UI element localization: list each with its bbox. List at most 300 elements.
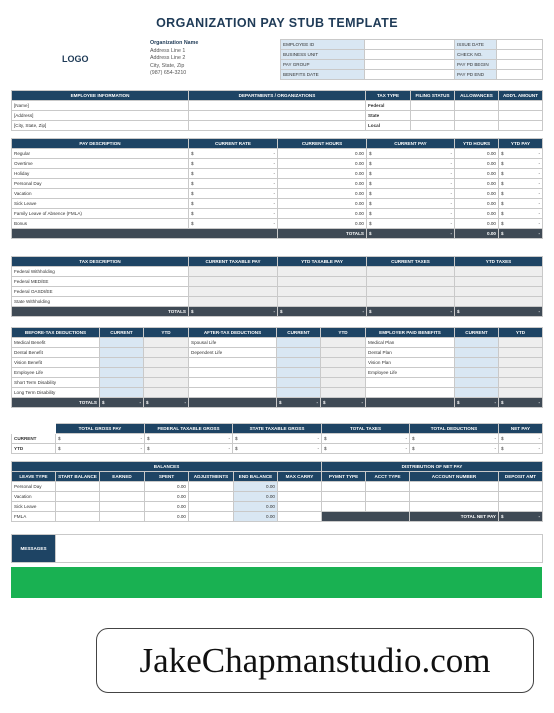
amount-cell[interactable]: [277, 398, 321, 408]
department-field[interactable]: [189, 121, 366, 131]
empty-cell[interactable]: [367, 277, 455, 287]
empty-cell[interactable]: [278, 502, 322, 512]
empty-cell[interactable]: [367, 297, 455, 307]
currency-symbol: $: [146, 400, 149, 405]
allowances-field[interactable]: [455, 101, 499, 111]
amount-cell[interactable]: [56, 444, 145, 454]
empty-cell[interactable]: [144, 378, 189, 388]
empty-cell[interactable]: [277, 378, 321, 388]
hours-cell[interactable]: 0.00: [278, 169, 367, 179]
amount-cell[interactable]: [189, 199, 278, 209]
empty-cell[interactable]: [100, 378, 144, 388]
empty-cell[interactable]: [189, 267, 278, 277]
hours-cell[interactable]: 0.00: [278, 179, 367, 189]
empty-cell[interactable]: [455, 388, 499, 398]
hours-cell[interactable]: 0.00: [455, 149, 499, 159]
empty-cell[interactable]: [56, 482, 100, 492]
tax-description-table: [11, 256, 543, 317]
amount-value: -: [184, 400, 186, 405]
col-header: STATE TAXABLE GROSS: [233, 424, 322, 434]
amount-cell[interactable]: [278, 307, 367, 317]
totals-fill: [366, 398, 455, 408]
amount-value: -: [361, 400, 363, 405]
empty-cell[interactable]: [100, 502, 145, 512]
info-field[interactable]: [497, 70, 543, 80]
empty-cell[interactable]: [189, 378, 277, 388]
col-header: CURRENT: [455, 328, 499, 338]
amount-cell[interactable]: [189, 219, 278, 229]
amount-cell[interactable]: [499, 219, 543, 229]
empty-cell[interactable]: [455, 277, 543, 287]
info-field[interactable]: [365, 70, 455, 80]
empty-cell[interactable]: [322, 482, 366, 492]
empty-cell[interactable]: [499, 482, 543, 492]
currency-symbol: $: [369, 191, 372, 196]
table-row: [12, 348, 543, 358]
amount-value: -: [273, 151, 275, 156]
addl-amount-field[interactable]: [499, 101, 543, 111]
currency-symbol: $: [457, 309, 460, 314]
info-label: CHECK NO.: [455, 50, 497, 60]
amount-value: -: [316, 400, 318, 405]
empty-cell[interactable]: [144, 368, 189, 378]
amount-cell[interactable]: [367, 219, 455, 229]
empty-cell[interactable]: [189, 368, 277, 378]
empty-cell[interactable]: [144, 338, 189, 348]
info-field[interactable]: [365, 60, 455, 70]
amount-value: -: [494, 446, 496, 451]
hours-cell[interactable]: 0.00: [278, 149, 367, 159]
hours-cell[interactable]: 0.00: [145, 492, 189, 502]
table-row: [322, 482, 543, 492]
amount-cell[interactable]: [189, 179, 278, 189]
empty-cell[interactable]: [321, 358, 366, 368]
currency-symbol: $: [369, 171, 372, 176]
amount-cell[interactable]: [499, 398, 543, 408]
empty-cell[interactable]: [189, 388, 277, 398]
empty-cell[interactable]: [499, 388, 543, 398]
hours-cell[interactable]: 0.00: [145, 502, 189, 512]
amount-value: -: [538, 514, 540, 519]
department-field[interactable]: [189, 111, 366, 121]
amount-cell[interactable]: [499, 159, 543, 169]
empty-cell[interactable]: [277, 388, 321, 398]
empty-cell[interactable]: [455, 297, 543, 307]
filing-status-field[interactable]: [411, 101, 455, 111]
empty-cell[interactable]: [278, 482, 322, 492]
currency-symbol: $: [191, 151, 194, 156]
row-label: Federal Withholding: [12, 267, 189, 277]
amount-value: -: [450, 171, 452, 176]
empty-cell[interactable]: [278, 512, 322, 522]
empty-cell[interactable]: [278, 287, 367, 297]
amount-value: -: [273, 181, 275, 186]
empty-cell[interactable]: [277, 368, 321, 378]
table-row: [12, 209, 543, 219]
currency-symbol: $: [369, 221, 372, 226]
empty-cell[interactable]: [322, 502, 366, 512]
amount-cell[interactable]: [499, 512, 543, 522]
totals-label: TOTALS: [12, 307, 189, 317]
empty-cell[interactable]: [277, 338, 321, 348]
logo: LOGO: [62, 54, 89, 64]
empty-cell[interactable]: [410, 482, 499, 492]
row-label: Family Leave of Absence (FMLA): [12, 209, 189, 219]
row-label: Holiday: [12, 169, 189, 179]
amount-cell[interactable]: [322, 434, 410, 444]
col-header: ADD'L AMOUNT: [499, 91, 543, 101]
amount-cell[interactable]: [56, 434, 145, 444]
amount-cell[interactable]: [321, 398, 366, 408]
distribution-table: [321, 461, 543, 522]
row-label: Personal Day: [12, 482, 56, 492]
empty-cell[interactable]: [189, 512, 234, 522]
currency-symbol: $: [280, 309, 283, 314]
amount-value: -: [273, 201, 275, 206]
department-field[interactable]: [189, 101, 366, 111]
empty-cell[interactable]: [277, 358, 321, 368]
table-row: [12, 434, 543, 444]
hours-cell[interactable]: 0.00: [234, 482, 278, 492]
empty-cell[interactable]: [499, 492, 543, 502]
table-row: [12, 368, 543, 378]
messages-field[interactable]: [56, 535, 543, 563]
info-field[interactable]: [497, 60, 543, 70]
amount-cell[interactable]: [410, 434, 499, 444]
org-line: (987) 654-3210: [150, 70, 187, 77]
table-row: [12, 277, 543, 287]
hours-cell[interactable]: 0.00: [455, 229, 499, 239]
empty-cell[interactable]: [189, 492, 234, 502]
amount-value: -: [273, 309, 275, 314]
amount-cell[interactable]: [189, 169, 278, 179]
hours-cell[interactable]: 0.00: [278, 189, 367, 199]
info-label: PAY PD END: [455, 70, 497, 80]
amount-cell[interactable]: [367, 149, 455, 159]
totals-fill: [12, 229, 278, 239]
empty-cell[interactable]: [56, 492, 100, 502]
amount-cell[interactable]: [144, 398, 189, 408]
currency-symbol: $: [501, 211, 504, 216]
empty-cell[interactable]: [56, 502, 100, 512]
col-header: TOTAL TAXES: [322, 424, 410, 434]
amount-value: -: [228, 436, 230, 441]
filing-status-field[interactable]: [411, 111, 455, 121]
row-label: Short Term Disability: [12, 378, 100, 388]
allowances-field[interactable]: [455, 121, 499, 131]
table-row: [12, 444, 543, 454]
empty-cell[interactable]: [278, 267, 367, 277]
empty-cell[interactable]: [321, 368, 366, 378]
amount-value: -: [450, 211, 452, 216]
empty-cell[interactable]: [455, 267, 543, 277]
empty-cell[interactable]: [144, 358, 189, 368]
currency-symbol: $: [191, 171, 194, 176]
table-row: [12, 121, 543, 131]
empty-cell[interactable]: [100, 358, 144, 368]
row-label: Vacation: [12, 492, 56, 502]
empty-cell[interactable]: [189, 502, 234, 512]
amount-value: -: [538, 436, 540, 441]
col-header: TOTAL GROSS PAY: [56, 424, 145, 434]
empty-cell[interactable]: [455, 348, 499, 358]
employee-info-table: [11, 90, 543, 131]
allowances-field[interactable]: [455, 111, 499, 121]
empty-cell[interactable]: [455, 338, 499, 348]
empty-cell[interactable]: [499, 368, 543, 378]
empty-cell[interactable]: [455, 368, 499, 378]
pay-summary-table: [11, 423, 543, 454]
amount-cell[interactable]: [499, 199, 543, 209]
amount-cell[interactable]: [499, 434, 543, 444]
currency-symbol: $: [412, 446, 415, 451]
total-net-pay-row: [322, 512, 543, 522]
hours-cell[interactable]: 0.00: [278, 199, 367, 209]
amount-cell[interactable]: [145, 434, 233, 444]
empty-cell[interactable]: [278, 492, 322, 502]
amount-value: -: [494, 400, 496, 405]
table-row: [322, 492, 543, 502]
hours-cell[interactable]: 0.00: [455, 189, 499, 199]
currency-symbol: $: [501, 514, 504, 519]
amount-cell[interactable]: [367, 209, 455, 219]
empty-cell[interactable]: [144, 388, 189, 398]
empty-cell[interactable]: [100, 348, 144, 358]
amount-value: -: [538, 400, 540, 405]
col-header: SPENT: [145, 472, 189, 482]
empty-cell[interactable]: [410, 502, 499, 512]
empty-cell[interactable]: [366, 502, 410, 512]
amount-cell[interactable]: [189, 307, 278, 317]
filing-status-field[interactable]: [411, 121, 455, 131]
amount-value: -: [273, 171, 275, 176]
row-label: Employee Life: [12, 368, 100, 378]
empty-cell[interactable]: [100, 338, 144, 348]
employee-field[interactable]: [City, State, Zip]: [12, 121, 189, 131]
empty-cell[interactable]: [322, 492, 366, 502]
empty-cell[interactable]: [277, 348, 321, 358]
currency-symbol: $: [58, 446, 61, 451]
amount-value: -: [140, 446, 142, 451]
addl-amount-field[interactable]: [499, 121, 543, 131]
hours-cell[interactable]: 0.00: [455, 209, 499, 219]
col-header: EARNED: [100, 472, 145, 482]
org-name: Organization Name: [150, 40, 199, 46]
amount-value: -: [405, 446, 407, 451]
info-field[interactable]: [497, 40, 543, 50]
empty-cell[interactable]: [144, 348, 189, 358]
empty-cell[interactable]: [56, 512, 100, 522]
amount-cell[interactable]: [189, 159, 278, 169]
empty-cell[interactable]: [321, 348, 366, 358]
row-label: Vacation: [12, 189, 189, 199]
empty-cell[interactable]: [100, 512, 145, 522]
currency-symbol: $: [501, 181, 504, 186]
row-label: Medical Benefit: [12, 338, 100, 348]
org-line: Address Line 2: [150, 55, 186, 62]
amount-value: -: [538, 446, 540, 451]
amount-cell[interactable]: [455, 307, 543, 317]
info-label: PAY PD BEGIN: [455, 60, 497, 70]
empty-cell[interactable]: [499, 502, 543, 512]
hours-cell[interactable]: 0.00: [455, 169, 499, 179]
amount-cell[interactable]: [499, 149, 543, 159]
amount-cell[interactable]: [367, 159, 455, 169]
addl-amount-field[interactable]: [499, 111, 543, 121]
empty-cell[interactable]: [366, 388, 455, 398]
empty-cell[interactable]: [189, 297, 278, 307]
amount-cell[interactable]: [499, 444, 543, 454]
empty-cell[interactable]: [499, 338, 543, 348]
table-row: [12, 512, 322, 522]
amount-cell[interactable]: [233, 444, 322, 454]
amount-cell[interactable]: [322, 444, 410, 454]
empty-cell[interactable]: [100, 388, 144, 398]
hours-cell[interactable]: 0.00: [278, 209, 367, 219]
amount-value: -: [450, 201, 452, 206]
empty-cell[interactable]: [455, 287, 543, 297]
amount-cell[interactable]: [367, 307, 455, 317]
currency-symbol: $: [501, 171, 504, 176]
empty-cell[interactable]: [367, 267, 455, 277]
currency-symbol: $: [501, 161, 504, 166]
totals-fill: [189, 398, 277, 408]
table-row: [12, 287, 543, 297]
amount-cell[interactable]: [499, 169, 543, 179]
hours-cell[interactable]: 0.00: [234, 502, 278, 512]
empty-cell[interactable]: [189, 277, 278, 287]
currency-symbol: $: [191, 211, 194, 216]
hours-cell[interactable]: 0.00: [145, 482, 189, 492]
amount-cell[interactable]: [499, 179, 543, 189]
amount-value: -: [450, 221, 452, 226]
empty-cell[interactable]: [189, 287, 278, 297]
amount-cell[interactable]: [145, 444, 233, 454]
amount-cell[interactable]: [367, 179, 455, 189]
col-header: FEDERAL TAXABLE GROSS: [145, 424, 233, 434]
empty-cell[interactable]: [366, 482, 410, 492]
row-label: FMLA: [12, 512, 56, 522]
col-header: DEPOSIT AMT: [499, 472, 543, 482]
employee-field[interactable]: [Name]: [12, 101, 189, 111]
empty-cell[interactable]: [499, 378, 543, 388]
amount-cell[interactable]: [189, 209, 278, 219]
col-header: YTD PAY: [499, 139, 543, 149]
empty-cell[interactable]: [189, 482, 234, 492]
amount-value: -: [273, 161, 275, 166]
amount-cell[interactable]: [410, 444, 499, 454]
row-label: Vision Benefit: [12, 358, 100, 368]
empty-cell[interactable]: [366, 492, 410, 502]
amount-cell[interactable]: [367, 189, 455, 199]
amount-value: -: [140, 436, 142, 441]
hours-cell[interactable]: 0.00: [278, 159, 367, 169]
amount-cell[interactable]: [189, 189, 278, 199]
empty-cell[interactable]: [100, 492, 145, 502]
info-field[interactable]: [497, 50, 543, 60]
table-row: [322, 502, 543, 512]
col-header: AFTER-TAX DEDUCTIONS: [189, 328, 277, 338]
col-header: CURRENT RATE: [189, 139, 278, 149]
amount-cell[interactable]: [367, 169, 455, 179]
currency-symbol: $: [324, 446, 327, 451]
amount-value: -: [538, 309, 540, 314]
hours-cell[interactable]: 0.00: [455, 159, 499, 169]
empty-cell[interactable]: [321, 378, 366, 388]
watermark: JakeChapmanstudio.com: [96, 628, 534, 693]
amount-cell[interactable]: [367, 199, 455, 209]
amount-cell[interactable]: [100, 398, 144, 408]
table-row: [12, 169, 543, 179]
amount-cell[interactable]: [499, 209, 543, 219]
empty-cell[interactable]: [278, 297, 367, 307]
table-row: [12, 219, 543, 229]
empty-cell[interactable]: [455, 358, 499, 368]
col-header: CURRENT PAY: [367, 139, 455, 149]
amount-cell[interactable]: [455, 398, 499, 408]
hours-cell[interactable]: 0.00: [234, 492, 278, 502]
info-field[interactable]: [365, 40, 455, 50]
empty-cell[interactable]: [100, 482, 145, 492]
amount-value: -: [228, 446, 230, 451]
empty-cell[interactable]: [100, 368, 144, 378]
col-header: YTD TAXES: [455, 257, 543, 267]
amount-cell[interactable]: [189, 149, 278, 159]
hours-cell[interactable]: 0.00: [455, 219, 499, 229]
col-header: TOTAL DEDUCTIONS: [410, 424, 499, 434]
empty-cell[interactable]: [499, 358, 543, 368]
hours-cell[interactable]: 0.00: [234, 512, 278, 522]
empty-cell[interactable]: [499, 348, 543, 358]
amount-value: -: [450, 191, 452, 196]
col-header: YTD: [144, 328, 189, 338]
hours-cell[interactable]: 0.00: [145, 512, 189, 522]
info-field[interactable]: [365, 50, 455, 60]
empty-cell[interactable]: [321, 338, 366, 348]
empty-cell[interactable]: [278, 277, 367, 287]
amount-value: -: [538, 221, 540, 226]
row-label: CURRENT: [12, 434, 56, 444]
empty-cell[interactable]: [367, 287, 455, 297]
org-line: Address Line 1: [150, 47, 186, 54]
hours-cell[interactable]: 0.00: [455, 199, 499, 209]
empty-cell[interactable]: [321, 388, 366, 398]
empty-cell[interactable]: [366, 378, 455, 388]
messages-table: [11, 534, 543, 563]
amount-cell[interactable]: [499, 229, 543, 239]
hours-cell[interactable]: 0.00: [278, 219, 367, 229]
amount-value: -: [538, 231, 540, 236]
row-label: Sick Leave: [12, 502, 56, 512]
totals-row: [12, 398, 543, 408]
col-header: PAY DESCRIPTION: [12, 139, 189, 149]
col-header: YTD: [499, 328, 543, 338]
amount-cell[interactable]: [233, 434, 322, 444]
empty-cell[interactable]: [410, 492, 499, 502]
amount-value: -: [450, 181, 452, 186]
row-label: Federal MED/EE: [12, 277, 189, 287]
empty-cell[interactable]: [189, 358, 277, 368]
hours-cell[interactable]: 0.00: [455, 179, 499, 189]
table-row: [12, 482, 322, 492]
employee-field[interactable]: [Address]: [12, 111, 189, 121]
amount-cell[interactable]: [499, 189, 543, 199]
table-row: [12, 159, 543, 169]
row-label: Medical Plan: [366, 338, 455, 348]
amount-cell[interactable]: [367, 229, 455, 239]
amount-value: -: [139, 400, 141, 405]
empty-cell[interactable]: [455, 378, 499, 388]
